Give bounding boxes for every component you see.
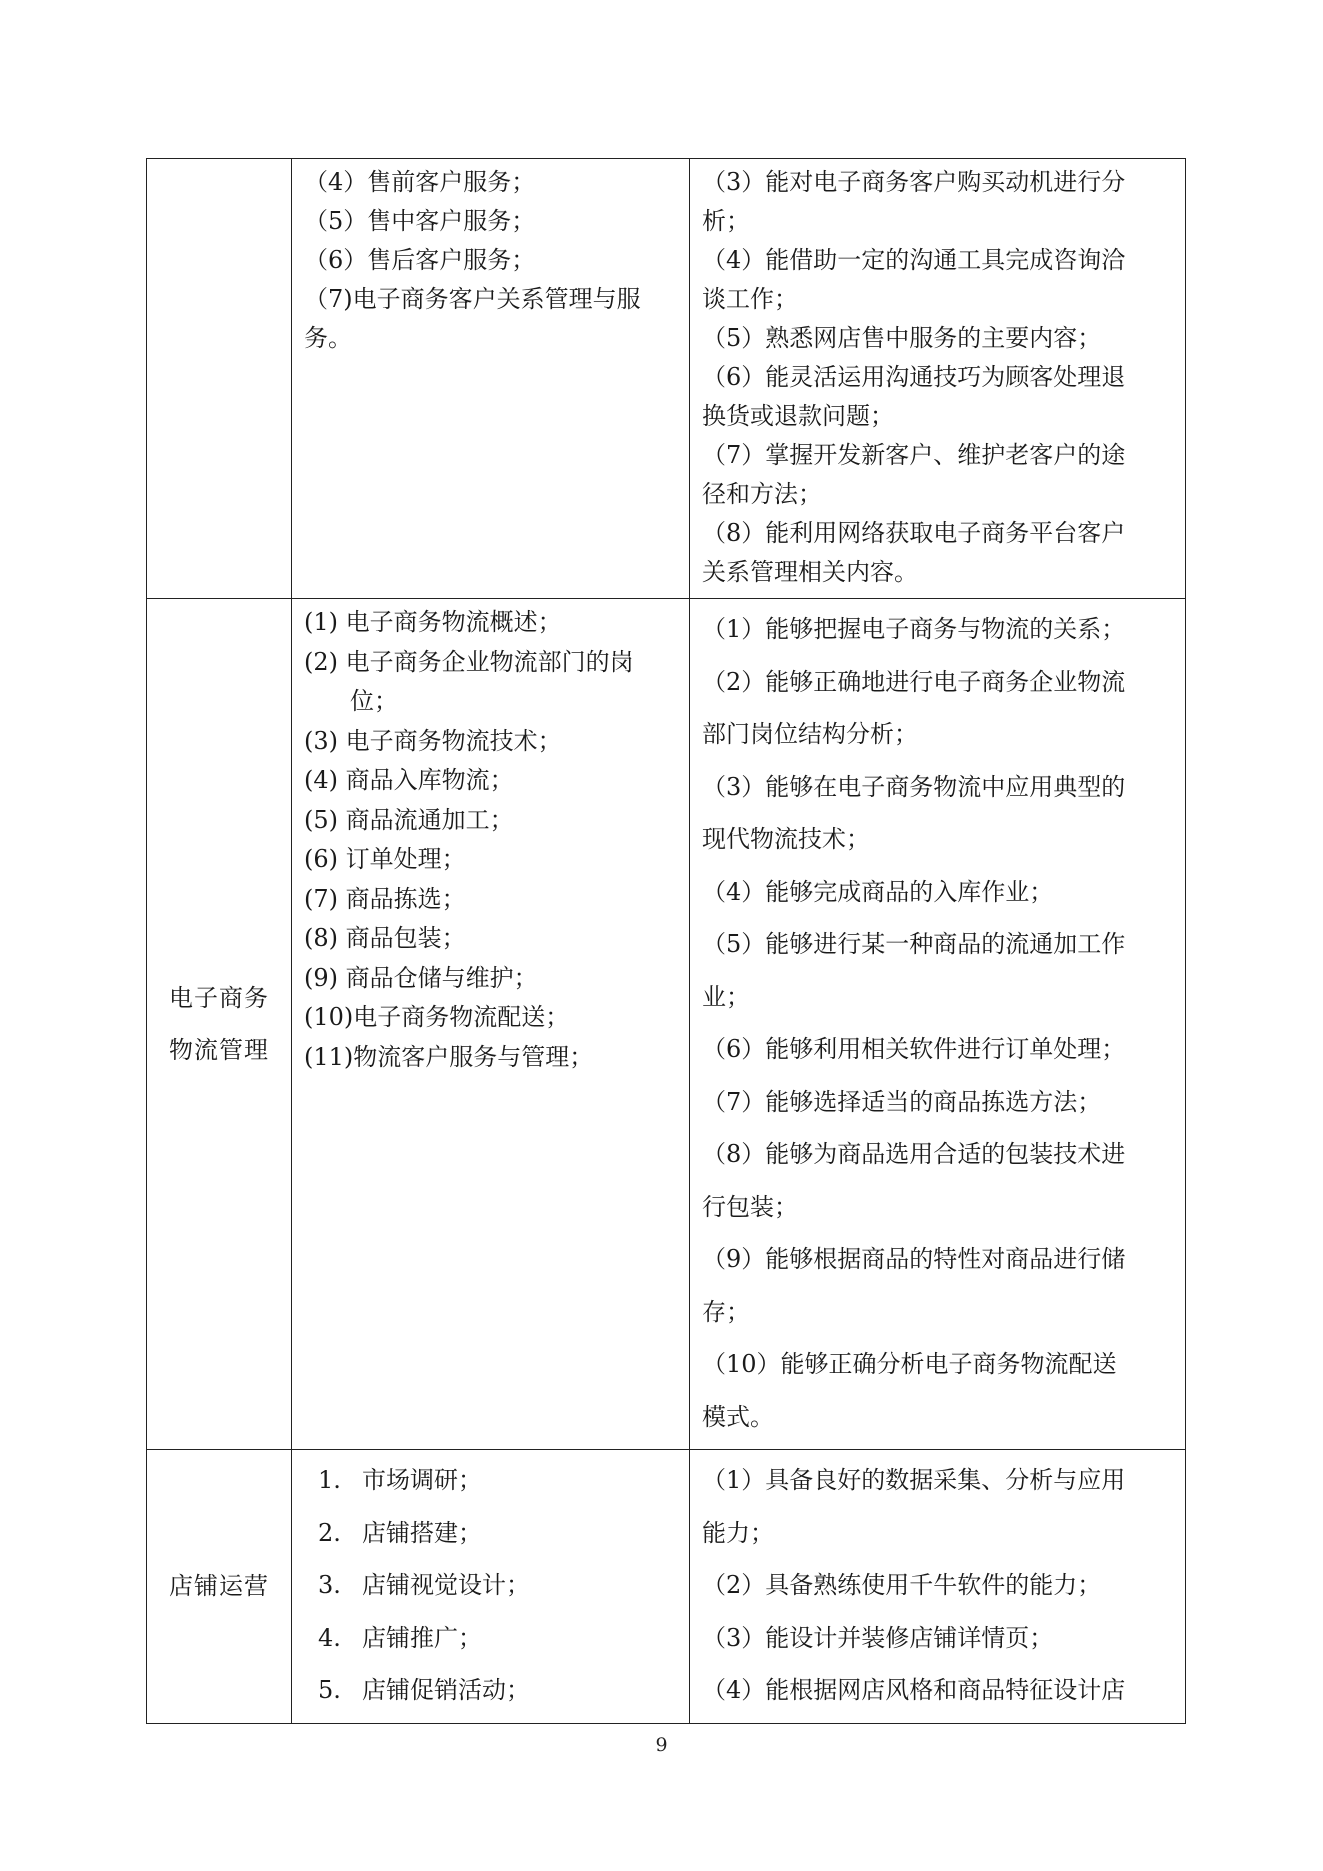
item-number: 3. — [318, 1571, 341, 1599]
list-item: （4）能够完成商品的入库作业； — [702, 877, 1054, 906]
list-item: 业； — [702, 982, 750, 1011]
list-item: （6）售后客户服务； — [304, 246, 536, 274]
content-cell — [292, 1450, 690, 1724]
list-item: 行包装； — [702, 1192, 798, 1221]
list-item — [304, 1664, 679, 1717]
table-row — [147, 1450, 1186, 1724]
course-name — [164, 972, 274, 1076]
list-item: （3）能对电子商务客户购买动机进行分 — [702, 168, 1126, 196]
list-item: 能力； — [702, 1518, 774, 1547]
list-item: （1）能够把握电子商务与物流的关系； — [702, 615, 1126, 643]
list-item: （9）能够根据商品的特性对商品进行储 — [702, 1245, 1126, 1273]
table-row — [147, 159, 1186, 599]
list-item: (5) 商品流通加工； — [304, 805, 514, 834]
list-item: （2）能够正确地进行电子商务企业物流 — [702, 667, 1126, 696]
course-name-line: 电子商务 — [169, 984, 269, 1012]
list-item: (3) 电子商务物流技术； — [304, 726, 562, 755]
requirement-list — [690, 1450, 1185, 1723]
list-item: (9) 商品仓储与维护； — [304, 963, 538, 992]
requirement-cell — [690, 1450, 1186, 1724]
content-list — [292, 599, 689, 1083]
list-item: 部门岗位结构分析； — [702, 720, 918, 748]
list-item: (4) 商品入库物流； — [304, 766, 514, 794]
requirement-cell — [690, 599, 1186, 1450]
list-item: （5）熟悉网店售中服务的主要内容； — [702, 324, 1102, 352]
list-item: (2) 电子商务企业物流部门的岗位； — [304, 647, 634, 715]
list-item — [304, 1454, 679, 1507]
list-item: （3）能设计并装修店铺详情页； — [702, 1623, 1054, 1652]
list-item: （5）售中客户服务； — [304, 207, 536, 235]
item-text: 店铺推广； — [362, 1623, 482, 1652]
course-name-cell — [147, 1450, 292, 1724]
list-item: （1）具备良好的数据采集、分析与应用 — [702, 1466, 1126, 1494]
list-item: 换货或退款问题； — [702, 402, 894, 430]
list-item: （4）售前客户服务； — [304, 168, 536, 196]
item-number: 5. — [318, 1676, 341, 1704]
requirement-cell — [690, 159, 1186, 599]
page-number: 9 — [655, 1734, 668, 1756]
list-item — [304, 1507, 679, 1560]
list-item: （3）能够在电子商务物流中应用典型的 — [702, 772, 1126, 801]
list-item — [304, 1559, 679, 1612]
list-item: （7）掌握开发新客户、维护老客户的途 — [702, 441, 1126, 469]
list-item: (11)物流客户服务与管理； — [304, 1042, 594, 1071]
requirement-list — [690, 159, 1185, 598]
content-list — [292, 1450, 689, 1723]
item-text: 市场调研； — [362, 1466, 482, 1494]
list-item: （4）能借助一定的沟通工具完成咨询洽 — [702, 246, 1126, 274]
list-item: 现代物流技术； — [702, 825, 870, 853]
requirement-list — [690, 599, 1185, 1449]
item-number: 1. — [318, 1466, 341, 1494]
list-item: （10）能够正确分析电子商务物流配送 — [702, 1350, 1117, 1378]
course-name — [164, 1560, 274, 1612]
list-item: （7）能够选择适当的商品拣选方法； — [702, 1087, 1102, 1116]
course-name-cell — [147, 159, 292, 599]
list-item: 析； — [702, 207, 750, 235]
list-item: （6）能灵活运用沟通技巧为顾客处理退 — [702, 363, 1126, 391]
list-item: 务。 — [304, 324, 352, 352]
course-name-line: 物流管理 — [169, 1036, 269, 1064]
list-item: 谈工作； — [702, 285, 798, 313]
list-item: 模式。 — [702, 1402, 774, 1431]
item-text: 店铺促销活动； — [362, 1676, 530, 1704]
list-item: 径和方法； — [702, 480, 822, 508]
list-item: （6）能够利用相关软件进行订单处理； — [702, 1035, 1126, 1063]
list-item: (8) 商品包装； — [304, 924, 466, 952]
list-item: （7)电子商务客户关系管理与服 — [304, 285, 641, 313]
item-text: 店铺视觉设计； — [362, 1571, 530, 1599]
content-cell — [292, 159, 690, 599]
list-item: (1) 电子商务物流概述； — [304, 608, 562, 636]
list-item: （8）能利用网络获取电子商务平台客户 — [702, 519, 1126, 547]
content-list — [292, 159, 689, 364]
list-item: （2）具备熟练使用千牛软件的能力； — [702, 1571, 1102, 1599]
list-item: （5）能够进行某一种商品的流通加工作 — [702, 930, 1126, 958]
content-cell — [292, 599, 690, 1450]
item-text: 店铺搭建； — [362, 1518, 482, 1547]
list-item: (10)电子商务物流配送； — [304, 1003, 570, 1031]
course-name-line: 店铺运营 — [169, 1572, 269, 1601]
list-item: 存； — [702, 1297, 750, 1326]
item-number: 2. — [318, 1518, 341, 1547]
list-item: (6) 订单处理； — [304, 845, 466, 873]
list-item: 关系管理相关内容。 — [702, 558, 918, 586]
table-row — [147, 599, 1186, 1450]
list-item: （8）能够为商品选用合适的包装技术进 — [702, 1140, 1126, 1168]
list-item: (7) 商品拣选； — [304, 884, 466, 913]
list-item — [304, 1612, 679, 1665]
curriculum-table — [146, 158, 1186, 1724]
list-item: （4）能根据网店风格和商品特征设计店 — [702, 1676, 1126, 1704]
item-number: 4. — [318, 1623, 341, 1652]
course-name-cell — [147, 599, 292, 1450]
